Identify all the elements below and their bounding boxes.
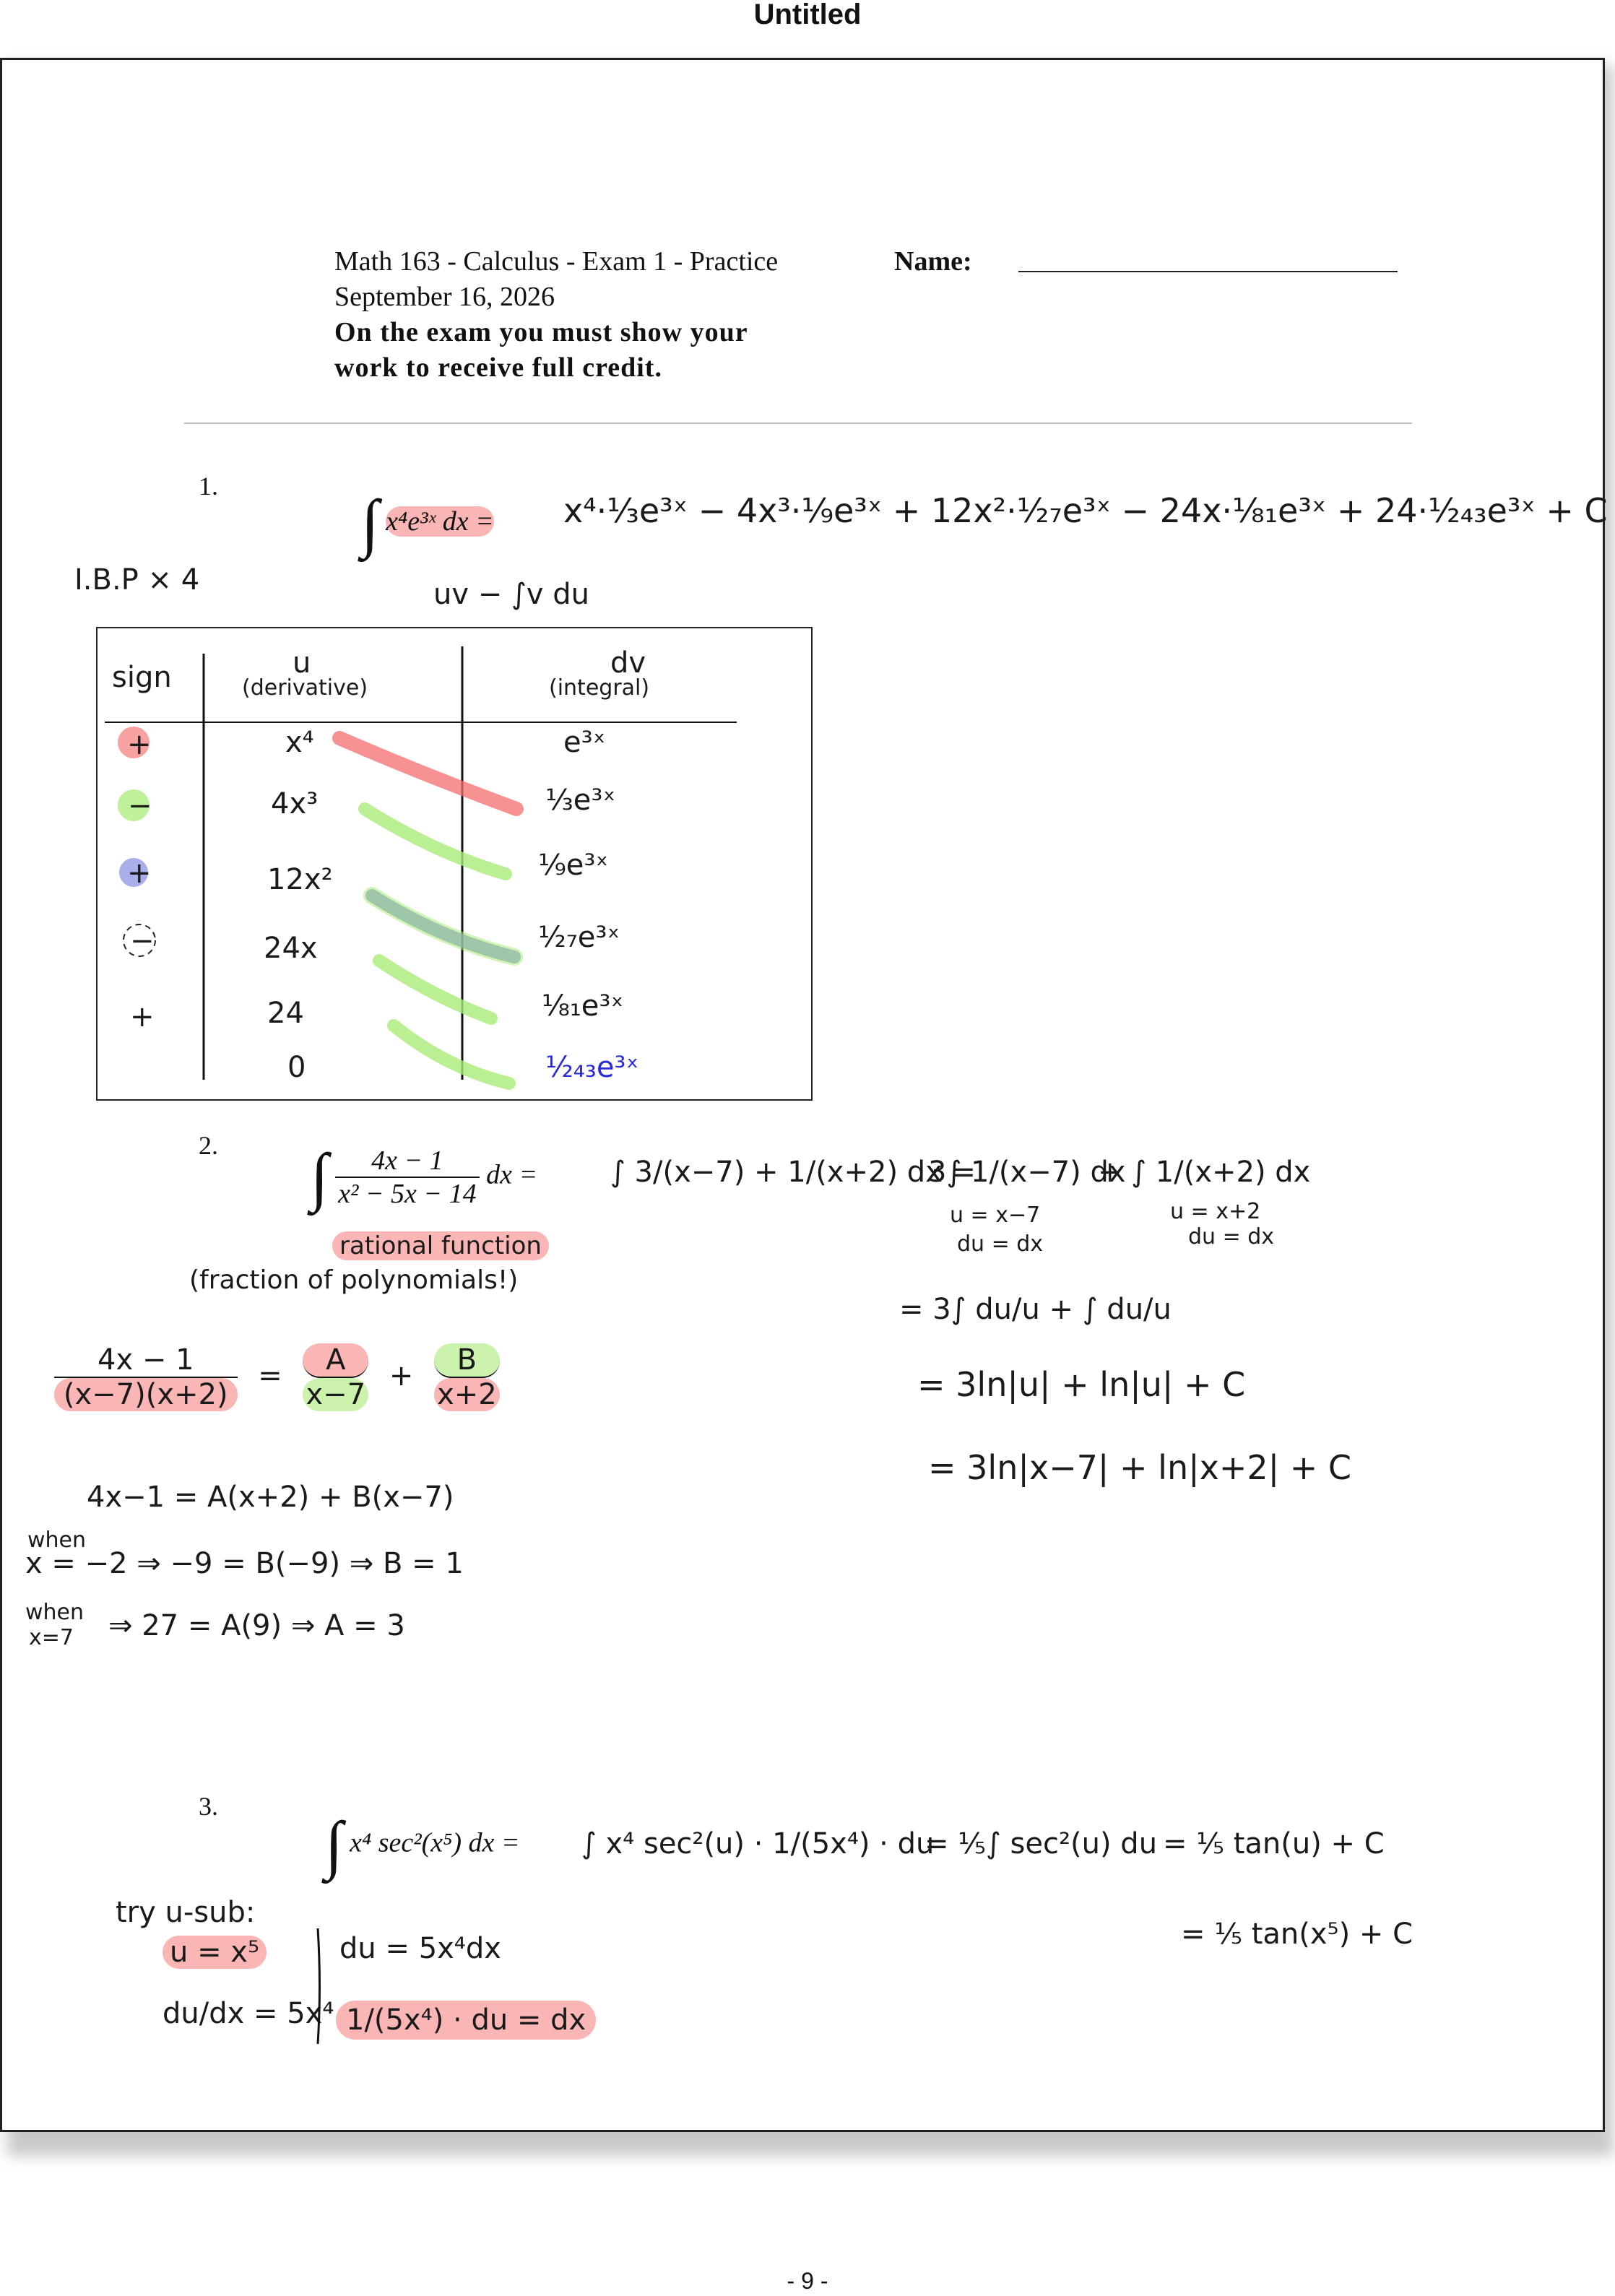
row6-u: 0 [287,1051,306,1084]
row1-u: x⁴ [285,726,314,759]
q1-method-note: I.B.P × 4 [74,563,200,597]
q2-sub-a2: du = dx [957,1231,1044,1257]
row2-u: 4x³ [271,787,319,820]
row4-u: 24x [264,932,318,965]
instruction-line-2: work to receive full credit. [334,352,662,383]
q2-pf-den: (x−7)(x+2) [54,1378,238,1411]
row2-sign: − [128,789,152,823]
row5-dv: ¹⁄₈₁e³ˣ [542,989,624,1023]
col-dv-sub: (integral) [549,675,650,701]
q2-pf-A-den: x−7 [303,1378,368,1411]
q2-step2b: + ∫ 1/(x+2) dx [1098,1156,1311,1189]
row5-u: 24 [267,997,304,1030]
question-1-number: 1. [199,472,218,501]
q2-sub-a1: u = x−7 [950,1203,1041,1228]
page-number: - 9 - [787,2268,828,2294]
question-3-number: 3. [199,1792,218,1821]
row6-dv: ¹⁄₂₄₃e³ˣ [545,1051,639,1084]
row4-sign: − [130,924,155,958]
row4-dv: ¹⁄₂₇e³ˣ [538,921,620,954]
q1-ibp-formula: uv − ∫v du [433,578,589,611]
document-title: Untitled [753,0,862,30]
exam-date: September 16, 2026 [334,282,555,312]
q2-pf-left: $\frac{4x - 1}{(x-7)(x+2)}$ = $\frac{A}{x-7}$ + $\frac{B}{x+2}$ [54,1343,500,1411]
row3-sign: + [127,857,152,890]
q2-step1: ∫ 3/(x−7) + 1/(x+2) dx = [610,1156,977,1189]
q2-pf-A: A [303,1343,368,1378]
row1-sign: + [127,728,152,761]
q1-answer: x⁴·⅓e³ˣ − 4x³·⅑e³ˣ + 12x²·¹⁄₂₇e³ˣ − 24x·¹⁄₈₁e³ˣ + 24·¹⁄₂₄₃e³ˣ + C [563,491,1608,530]
row3-dv: ⅑e³ˣ [538,849,609,882]
q3-step2: = ⅕∫ sec²(u) du [925,1827,1158,1860]
row5-sign: + [130,1000,155,1034]
q3-du-dx: du/dx = 5x⁴ [163,1997,334,2030]
q2-step2a: 3∫ 1/(x−7) dx [928,1156,1126,1189]
q2-when1-cond: x = −2 ⇒ −9 = B(−9) ⇒ B = 1 [25,1547,464,1580]
integral-sign-icon: ∫ [325,1809,343,1881]
instruction-line-1: On the exam you must show your [334,317,748,347]
q2-step4: = 3ln|u| + ln|u| + C [917,1365,1246,1404]
q2-denominator: x² − 5x − 14 [338,1179,477,1209]
q2-sub-b2: du = dx [1188,1224,1275,1249]
q2-when2-x: x=7 [29,1625,74,1650]
q2-step5: = 3ln|x−7| + ln|x+2| + C [928,1448,1352,1487]
q2-label-rational: rational function [332,1231,549,1260]
q3-try: try u-sub: [116,1896,256,1929]
col-dv-header: dv [610,646,646,680]
integral-sign-icon: ∫ [361,488,379,559]
col-u-sub: (derivative) [242,675,368,701]
q3-u-def: u = x⁵ [163,1936,267,1969]
q2-pf-B-den: x+2 [434,1378,500,1411]
q3-du: du = 5x⁴dx [339,1932,501,1965]
col-u-header: u [293,646,311,680]
row1-dv: e³ˣ [563,726,606,759]
col-sign-header: sign [112,661,172,694]
q3-dx-solve: 1/(5x⁴) · du = dx [336,2001,596,2040]
q2-eq1: 4x−1 = A(x+2) + B(x−7) [87,1481,454,1514]
course-line: Math 163 - Calculus - Exam 1 - Practice [334,246,779,277]
q2-label-fraction: (fraction of polynomials!) [189,1265,519,1295]
row2-dv: ⅓e³ˣ [545,784,616,817]
q2-step3: = 3∫ du/u + ∫ du/u [899,1293,1172,1326]
q2-when2-cond: ⇒ 27 = A(9) ⇒ A = 3 [108,1609,405,1642]
q1-integrand: x⁴e³ˣ dx = [386,506,494,537]
q2-when1: when [27,1528,87,1553]
integral-sign-icon: ∫ [311,1141,329,1213]
q3-step3: = ⅕ tan(u) + C [1163,1827,1385,1860]
row3-u: 12x² [267,863,333,896]
q2-pf-num: 4x − 1 [54,1343,238,1378]
q2-dx: dx = [486,1159,538,1190]
q3-step4: = ⅕ tan(x⁵) + C [1181,1918,1413,1951]
q3-step1: ∫ x⁴ sec²(u) · 1/(5x⁴) · du [581,1827,935,1860]
q2-when2: when [25,1600,85,1625]
question-2-number: 2. [199,1131,218,1160]
name-label: Name: [894,246,972,277]
q3-integrand: x⁴ sec²(x⁵) dx = [350,1827,520,1858]
q2-numerator: 4x − 1 [335,1145,479,1178]
q2-pf-B: B [434,1343,500,1378]
q2-sub-b1: u = x+2 [1170,1199,1261,1224]
